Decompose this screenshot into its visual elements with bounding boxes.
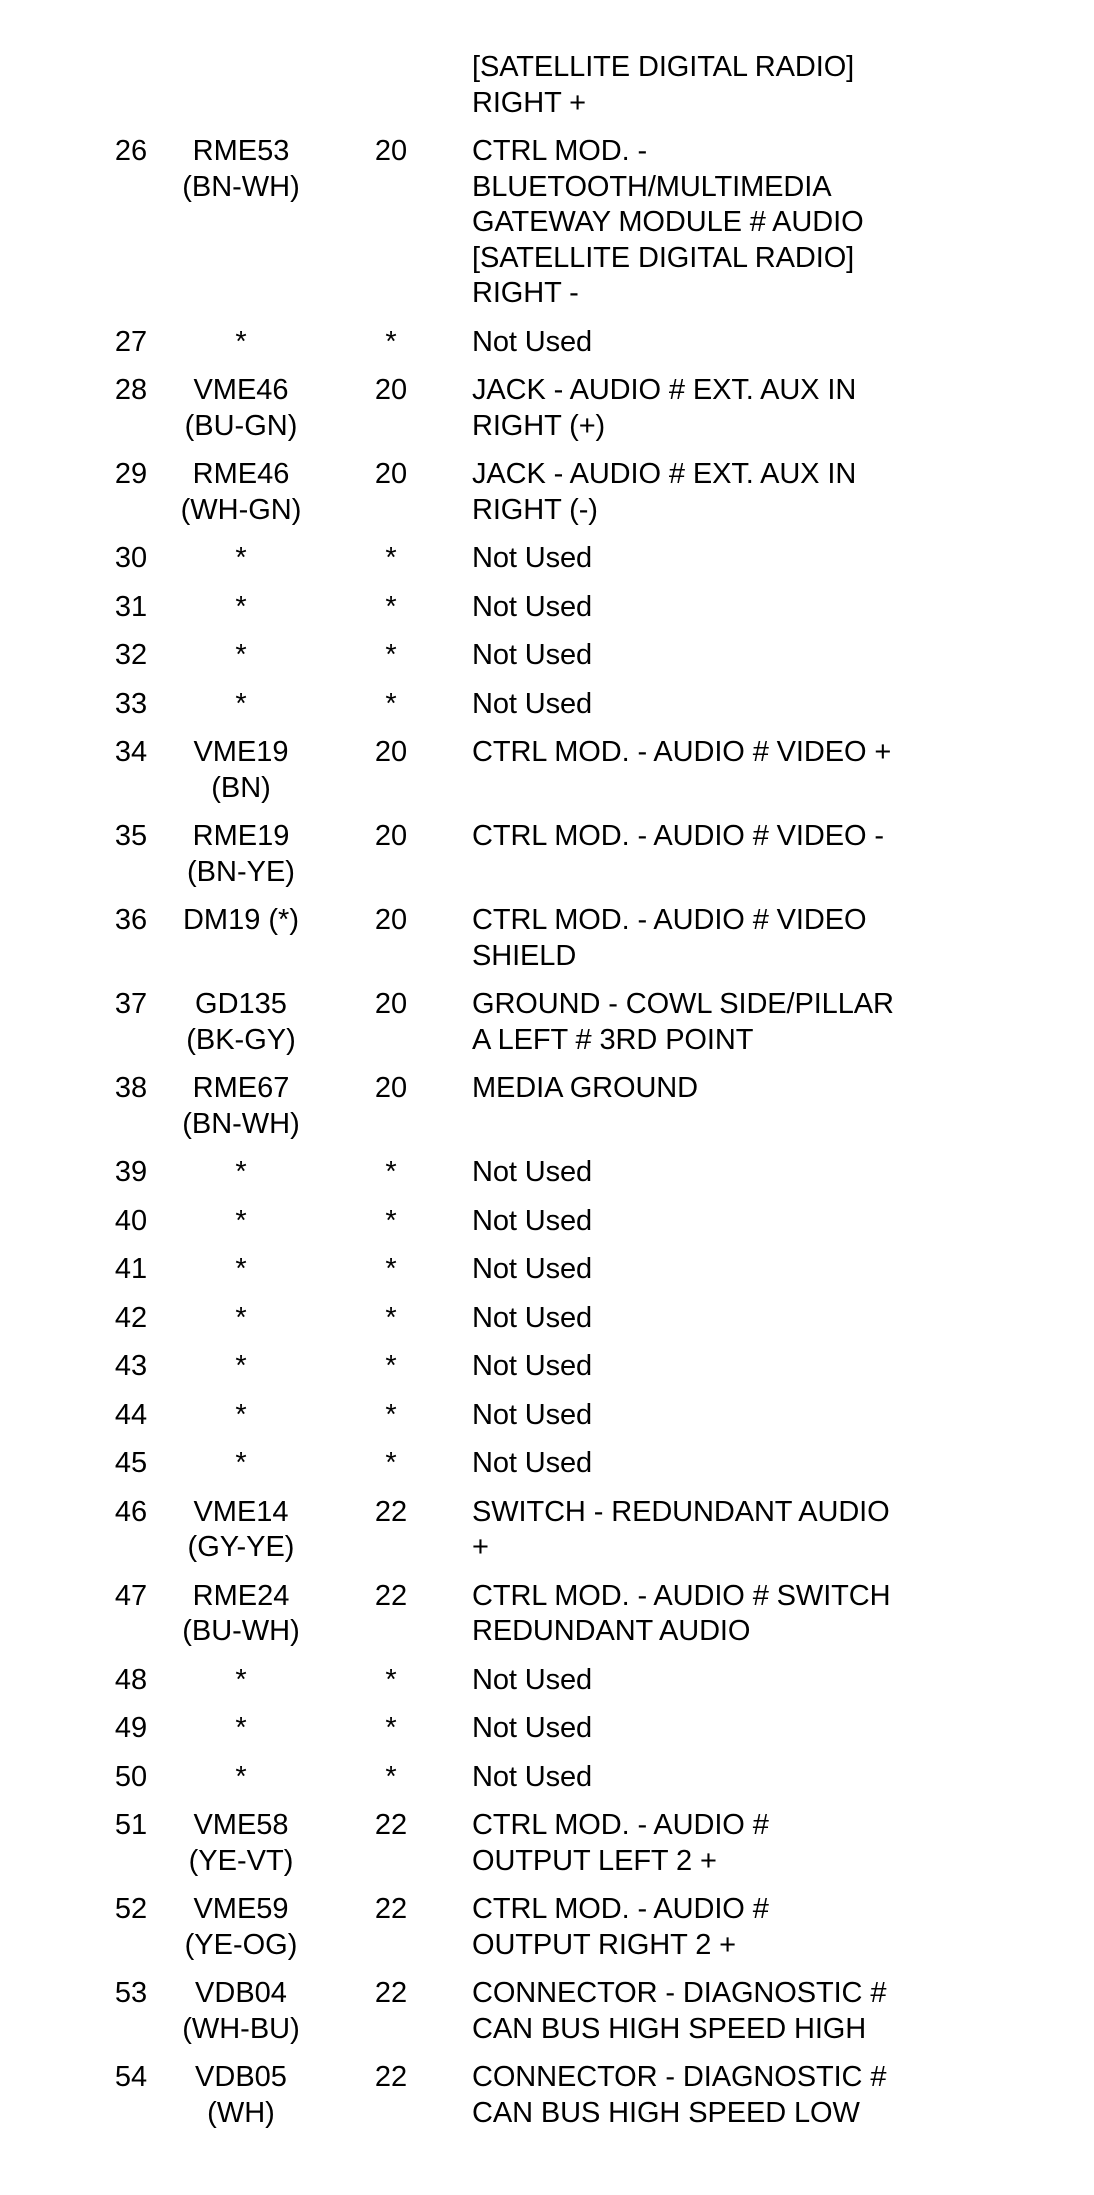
cavity-number: 38 <box>114 1072 148 1104</box>
cavity-number: 41 <box>114 1253 148 1285</box>
circuit-function: Not Used <box>472 325 593 358</box>
circuit-code: RME46 (WH-GN) <box>180 458 302 526</box>
table-row <box>96 2060 996 2131</box>
wire-gauge: 22 <box>374 1495 408 1528</box>
table-row <box>96 1579 996 1650</box>
circuit-code: RME19 (BN-YE) <box>187 820 295 888</box>
table-row <box>96 687 996 723</box>
circuit-function: SWITCH - REDUNDANT AUDIO + <box>472 1495 890 1563</box>
circuit-code: RME53 (BN-WH) <box>182 135 300 203</box>
circuit-code: RME67 (BN-WH) <box>182 1072 300 1140</box>
cavity-number: 44 <box>114 1398 148 1431</box>
circuit-function: CTRL MOD. - AUDIO # VIDEO SHIELD <box>472 904 867 972</box>
table-row <box>96 1892 996 1963</box>
table-row <box>96 1301 996 1337</box>
wire-gauge: * <box>385 1204 397 1237</box>
table-row <box>96 987 996 1058</box>
circuit-function: Not Used <box>472 639 593 671</box>
wire-gauge: * <box>385 1253 397 1285</box>
wire-gauge: 20 <box>374 988 408 1020</box>
table-row <box>96 903 996 974</box>
table-row <box>96 134 996 312</box>
wire-gauge: * <box>385 687 397 720</box>
cavity-number: 43 <box>114 1350 148 1382</box>
wire-gauge: 22 <box>374 1977 408 2009</box>
wire-gauge: 22 <box>374 1579 408 1612</box>
wire-gauge: 20 <box>374 1072 408 1104</box>
circuit-function: Not Used <box>472 542 593 574</box>
wire-gauge: * <box>385 325 397 358</box>
wire-gauge: * <box>385 1712 397 1744</box>
wire-gauge: * <box>385 1398 397 1431</box>
wire-gauge: * <box>385 590 397 623</box>
wire-gauge: 20 <box>374 374 408 406</box>
table-row <box>96 1204 996 1240</box>
wire-gauge: * <box>385 1301 397 1334</box>
cavity-number: 32 <box>114 639 148 671</box>
circuit-code: * <box>235 590 247 623</box>
circuit-function: Not Used <box>472 590 593 623</box>
table-row <box>96 541 996 577</box>
circuit-function: Not Used <box>472 1760 593 1793</box>
wire-gauge: 22 <box>374 1809 408 1841</box>
wire-gauge: * <box>385 639 397 671</box>
cavity-number: 28 <box>114 374 148 406</box>
cavity-number: 30 <box>114 542 148 574</box>
circuit-code: RME24 (BU-WH) <box>182 1579 300 1647</box>
circuit-function: CTRL MOD. - BLUETOOTH/MULTIMEDIA GATEWAY MODULE # AUDIO [SATELLITE DIGITAL RADIO] RIGHT - <box>472 135 864 309</box>
circuit-code: * <box>235 687 247 720</box>
table-row <box>96 1976 996 2047</box>
cavity-number: 34 <box>114 736 148 768</box>
circuit-code: * <box>235 1350 247 1382</box>
circuit-code: VME19 (BN) <box>193 736 289 804</box>
table-row <box>96 1071 996 1142</box>
cavity-number: 46 <box>114 1495 148 1528</box>
table-row <box>96 1808 996 1879</box>
cavity-number: 48 <box>114 1663 148 1696</box>
circuit-function: Not Used <box>472 1204 593 1237</box>
table-row <box>96 590 996 626</box>
table-row <box>96 1349 996 1385</box>
cavity-number: 37 <box>114 988 148 1020</box>
table-row <box>96 735 996 806</box>
circuit-function: CTRL MOD. - AUDIO # SWITCH REDUNDANT AUDIO <box>472 1579 891 1647</box>
circuit-code: VME46 (BU-GN) <box>184 374 298 442</box>
table-row <box>96 1495 996 1566</box>
table-row <box>96 819 996 890</box>
circuit-code: GD135 (BK-GY) <box>186 988 296 1056</box>
circuit-function: Not Used <box>472 1253 593 1285</box>
circuit-function: CONNECTOR - DIAGNOSTIC # CAN BUS HIGH SPEED LOW <box>472 2061 887 2129</box>
table-row <box>96 1760 996 1796</box>
wire-gauge: * <box>385 542 397 574</box>
circuit-code: VME58 (YE-VT) <box>188 1809 294 1877</box>
wire-gauge: 22 <box>374 2061 408 2093</box>
cavity-number: 51 <box>114 1809 148 1841</box>
cavity-number: 33 <box>114 687 148 720</box>
circuit-code: * <box>235 1204 247 1237</box>
circuit-function: CTRL MOD. - AUDIO # OUTPUT LEFT 2 + <box>472 1809 769 1877</box>
connector-pin-table <box>96 50 996 2144</box>
circuit-code: * <box>235 1156 247 1188</box>
wire-gauge: * <box>385 1447 397 1479</box>
cavity-number: 35 <box>114 820 148 852</box>
cavity-number: 54 <box>114 2061 148 2093</box>
wire-gauge: * <box>385 1350 397 1382</box>
circuit-code: * <box>235 542 247 574</box>
cavity-number: 53 <box>114 1977 148 2009</box>
circuit-code: VME14 (GY-YE) <box>187 1495 295 1563</box>
circuit-code: * <box>235 1301 247 1334</box>
table-row <box>96 325 996 361</box>
circuit-code: * <box>235 1253 247 1285</box>
circuit-code: VME59 (YE-OG) <box>184 1893 298 1961</box>
circuit-function: CTRL MOD. - AUDIO # VIDEO - <box>472 820 884 852</box>
cavity-number: 47 <box>114 1579 148 1612</box>
circuit-function: JACK - AUDIO # EXT. AUX IN RIGHT (-) <box>472 458 857 526</box>
circuit-function: Not Used <box>472 1398 593 1431</box>
wire-gauge: * <box>385 1156 397 1188</box>
cavity-number: 42 <box>114 1301 148 1334</box>
circuit-function: MEDIA GROUND <box>472 1072 698 1104</box>
cavity-number: 31 <box>114 590 148 623</box>
wire-gauge: 20 <box>374 458 408 490</box>
cavity-number: 39 <box>114 1156 148 1188</box>
circuit-code: VDB04 (WH-BU) <box>182 1977 300 2045</box>
circuit-function: Not Used <box>472 1301 593 1334</box>
cavity-number: 50 <box>114 1760 148 1793</box>
wire-gauge: 20 <box>374 135 408 167</box>
circuit-code: * <box>235 1712 247 1744</box>
table-row <box>96 1155 996 1191</box>
circuit-function: CONNECTOR - DIAGNOSTIC # CAN BUS HIGH SPEED HIGH <box>472 1977 887 2045</box>
cavity-number: 27 <box>114 325 148 358</box>
table-row <box>96 1398 996 1434</box>
wire-gauge: 20 <box>374 736 408 768</box>
table-row <box>96 1252 996 1288</box>
cavity-number: 40 <box>114 1204 148 1237</box>
circuit-code: DM19 (*) <box>182 904 299 936</box>
circuit-code: VDB05 (WH) <box>195 2061 287 2129</box>
table-row <box>96 373 996 444</box>
circuit-code: * <box>235 1663 247 1696</box>
cavity-number: 52 <box>114 1893 148 1925</box>
table-row <box>96 638 996 674</box>
circuit-code: * <box>235 1760 247 1793</box>
circuit-code: * <box>235 325 247 358</box>
cavity-number: 45 <box>114 1447 148 1479</box>
circuit-code: * <box>235 639 247 671</box>
cavity-number: 29 <box>114 458 148 490</box>
table-row <box>96 1711 996 1747</box>
circuit-function: Not Used <box>472 1156 593 1188</box>
table-row <box>96 1446 996 1482</box>
circuit-function: CTRL MOD. - AUDIO # VIDEO + <box>472 736 892 768</box>
circuit-function: Not Used <box>472 1663 593 1696</box>
circuit-function: Not Used <box>472 1447 593 1479</box>
circuit-function: Not Used <box>472 687 593 720</box>
table-row <box>96 1663 996 1699</box>
circuit-function: CTRL MOD. - AUDIO # OUTPUT RIGHT 2 + <box>472 1893 769 1961</box>
circuit-code: * <box>235 1398 247 1431</box>
table-row <box>96 50 996 121</box>
cavity-number: 26 <box>114 135 148 167</box>
wire-gauge: * <box>385 1760 397 1793</box>
wire-gauge: 20 <box>374 904 408 936</box>
wire-gauge: 20 <box>374 820 408 852</box>
circuit-function: Not Used <box>472 1350 593 1382</box>
wire-gauge: 22 <box>374 1893 408 1925</box>
cavity-number: 49 <box>114 1712 148 1744</box>
table-row <box>96 457 996 528</box>
cavity-number: 36 <box>114 904 148 936</box>
wire-gauge: * <box>385 1663 397 1696</box>
circuit-function: Not Used <box>472 1712 593 1744</box>
circuit-function: JACK - AUDIO # EXT. AUX IN RIGHT (+) <box>472 374 857 442</box>
circuit-function: GROUND - COWL SIDE/PILLAR A LEFT # 3RD POINT <box>472 988 894 1056</box>
circuit-code: * <box>235 1447 247 1479</box>
circuit-function: [SATELLITE DIGITAL RADIO] RIGHT + <box>472 51 855 119</box>
